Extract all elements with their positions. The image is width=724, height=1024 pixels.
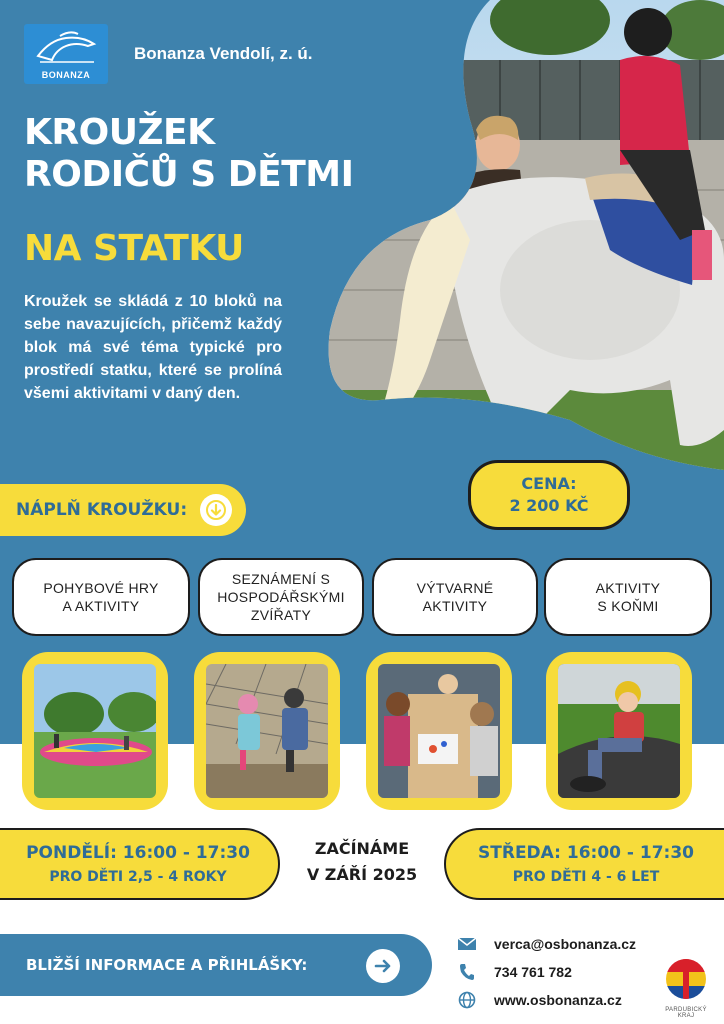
wednesday-time: STŘEDA: 16:00 - 17:30	[478, 843, 694, 863]
activity-line: S KOŇMI	[597, 598, 659, 614]
activity-line: ZVÍŘATY	[250, 607, 312, 623]
horse-logo-icon	[30, 30, 102, 70]
photo-art-activities	[366, 652, 512, 810]
monday-age: PRO DĚTI 2,5 - 4 ROKY	[49, 869, 227, 885]
organization-name: Bonanza Vendolí, z. ú.	[134, 44, 313, 63]
phone-icon	[456, 962, 478, 982]
description: Kroužek se skládá z 10 bloků na sebe navazujících, přičemž každý blok má své téma typické pro prostředí statku, které se prolíná všemi aktivitami v daný den.	[24, 293, 282, 402]
price-badge	[468, 460, 630, 530]
contact-email[interactable]	[456, 934, 636, 954]
activity-farm-animals	[198, 558, 364, 636]
page-subtitle: NA STATKU	[24, 228, 244, 269]
activity-line: A AKTIVITY	[62, 598, 140, 614]
activity-line: AKTIVITY	[422, 598, 488, 614]
activity-line: VÝTVARNÉ	[416, 580, 494, 596]
globe-icon	[456, 990, 478, 1010]
logo-text: BONANZA	[41, 70, 91, 80]
wednesday-age: PRO DĚTI 4 - 6 LET	[512, 869, 660, 885]
start-line-1: ZAČÍNÁME	[314, 839, 410, 858]
title-line-1: KROUŽEK	[24, 112, 215, 153]
activity-line: AKTIVITY	[595, 580, 661, 596]
contact-phone[interactable]	[456, 962, 572, 982]
monday-schedule	[0, 828, 280, 900]
activity-line: SEZNÁMENÍ S	[231, 571, 331, 587]
title-line-2: RODIČŮ S DĚTMI	[24, 154, 354, 195]
region-label: PARDUBICKÝ KRAJ	[665, 1007, 707, 1019]
region-logo	[660, 958, 712, 1019]
web-text: www.osbonanza.cz	[494, 992, 622, 1008]
start-line-2: V ZÁŘÍ 2025	[306, 865, 418, 884]
wednesday-schedule	[444, 828, 724, 900]
activity-line: HOSPODÁŘSKÝMI	[217, 589, 345, 605]
activity-art	[372, 558, 538, 636]
region-emblem-icon	[665, 958, 707, 1000]
program-label: NÁPLŇ KROUŽKU:	[16, 500, 188, 520]
photo-parachute-game	[22, 652, 168, 810]
mail-icon	[456, 934, 478, 954]
photo-horse-riding	[546, 652, 692, 810]
email-text: verca@osbonanza.cz	[494, 936, 637, 952]
price-label: CENA:	[521, 474, 577, 493]
activity-line: POHYBOVÉ HRY	[43, 580, 159, 596]
hero-photo	[320, 0, 724, 470]
page-title	[24, 112, 354, 196]
activity-movement-games	[12, 558, 190, 636]
info-label: BLIŽŠÍ INFORMACE A PŘIHLÁŠKY:	[26, 956, 308, 974]
arrow-right-icon[interactable]	[366, 949, 400, 983]
price-value: 2 200 KČ	[509, 496, 589, 515]
bonanza-logo	[24, 24, 108, 84]
start-date	[294, 836, 430, 888]
activity-horses	[544, 558, 712, 636]
photo-farm-animals	[194, 652, 340, 810]
phone-text: 734 761 782	[494, 964, 572, 980]
contact-web[interactable]	[456, 990, 622, 1010]
arrow-down-icon[interactable]	[200, 494, 232, 526]
monday-time: PONDĚLÍ: 16:00 - 17:30	[26, 843, 250, 863]
program-banner	[0, 484, 246, 536]
